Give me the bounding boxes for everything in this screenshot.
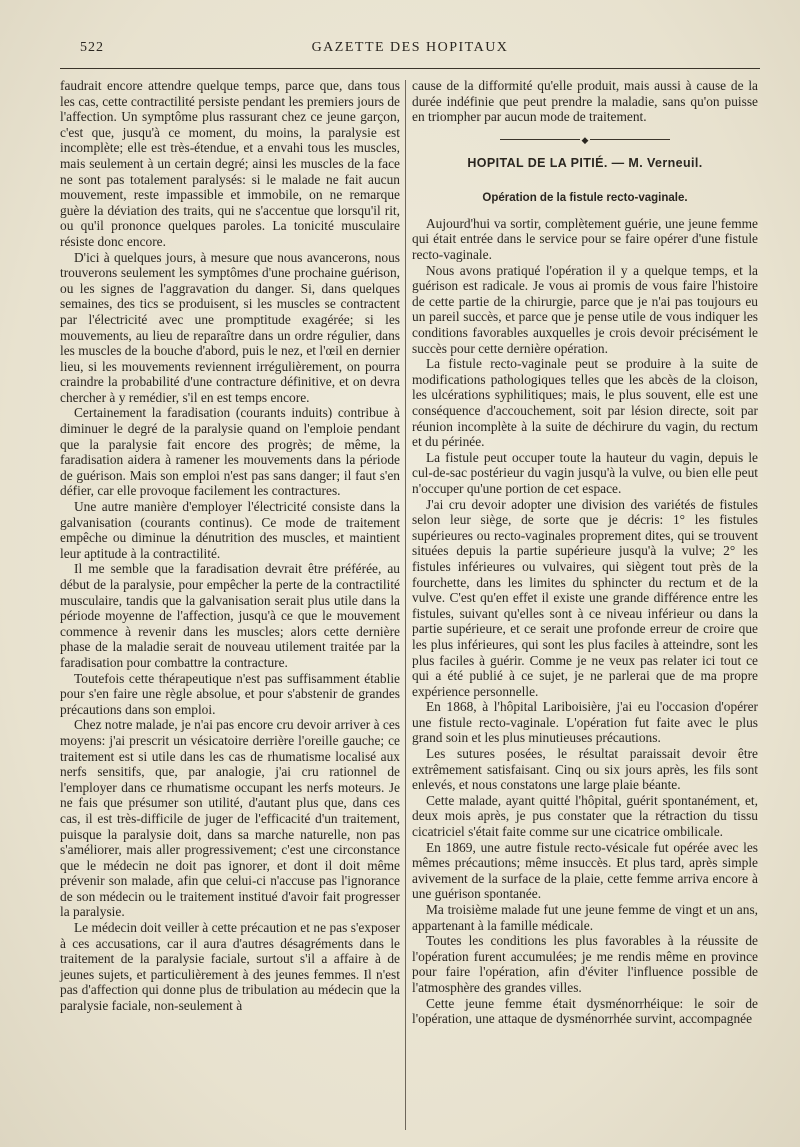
header-rule [60, 68, 760, 69]
paragraph: Cette malade, ayant quitté l'hôpital, guérit spontanément, et, deux mois après, je pus constater que la rétraction du tissu cicatriciel s'était faite comme sur une cicatrice ombilicale. [412, 792, 758, 840]
section-heading: HOPITAL DE LA PITIÉ. — M. Verneuil. [467, 155, 703, 170]
paragraph: Toutes les conditions les plus favorables à la réussite de l'opération furent accumulées; je me rendis même en province pour faire l'opération, afin d'éviter l'influence possible de l'atmosphère des grandes villes. [412, 933, 758, 995]
paragraph: Cette jeune femme était dysménorrhéique: le soir de l'opération, une attaque de dysménorrhée survint, accompagnée [412, 995, 758, 1027]
paragraph: La fistule recto-vaginale peut se produire à la suite de modifications pathologiques telles que les abcès de la cloison, les ulcérations syphilitiques; mais, le plus souvent, elle est une conséquence d'accouchement, soit par lésion directe, soit par réunion incomplète à la suite de déchirure du vagin, du rectum et du périnée. [412, 356, 758, 450]
page-header [60, 40, 760, 60]
paragraph: Aujourd'hui va sortir, complètement guérie, une jeune femme qui était entrée dans le service pour se faire opérer d'une fistule recto-vaginale. [412, 215, 758, 263]
paragraph: Chez notre malade, je n'ai pas encore cru devoir arriver à ces moyens: j'ai prescrit un vésicatoire derrière l'oreille gauche; ce traitement est si utile dans les cas de rhumatisme localisé aux nerfs sensitifs, que, par analogie, j'ai cru rationnel de l'employer dans ce rhumatisme occupant les nerfs moteurs. Je ne fais que présumer son utilité, d'autant plus que, dans ces cas, il est très-difficile de juger de l'efficacité d'un traitement, puisque la paralysie doit, dans sa marche naturelle, non pas s'améliorer, mais aller progressivement; c'est une circonstance que le médecin ne doit pas ignorer, et dont il doit même prévenir son malade, afin que celui-ci n'accuse pas l'ignorance de son médecin ou le traitement institué d'avoir fait progresser la paralysie. [60, 717, 400, 920]
paragraph: Les sutures posées, le résultat paraissait devoir être extrêmement satisfaisant. Cinq ou six jours après, les fils sont enlevés, et nous constatons une large plaie béante. [412, 746, 758, 793]
paragraph: En 1868, à l'hôpital Lariboisière, j'ai eu l'occasion d'opérer une fistule recto-vaginale. L'opération fut faite avec le plus grand soin et les plus minutieuses précautions. [412, 699, 758, 746]
right-column [412, 78, 758, 1027]
paragraph: Certainement la faradisation (courants induits) contribue à diminuer le degré de la paralysie quand on l'emploie pendant que la paralysie fait encore des progrès; de même, la faradisation aidera à ramener les mouvements dans la période de guérison. Mais son emploi n'est pas sans danger; il faut s'en défier, car elle provoque facilement les contractures. [60, 405, 400, 499]
journal-title: GAZETTE DES HOPITAUX [311, 40, 509, 55]
paragraph: En 1869, une autre fistule recto-vésicale fut opérée avec les mêmes précautions; même insuccès. Et plus tard, après simple avivement de la surface de la plaie, cette femme arriva encore à une guérison spontanée. [412, 839, 758, 902]
paragraph: Nous avons pratiqué l'opération il y a quelque temps, et la guérison est radicale. Je vous ai promis de vous faire l'histoire de cette partie de la chirurgie, parce que je n'ai pas toujours eu un pareil succès, et parce que je pense utile de vous indiquer les conditions favorables auxquelles je crois devoir précisément le succès pour cette dernière opération. [412, 262, 758, 356]
page-number: 522 [80, 40, 104, 55]
paragraph: Ma troisième malade fut une jeune femme de vingt et un ans, appartenant à la famille médicale. [412, 902, 758, 933]
paragraph: D'ici à quelques jours, à mesure que nous avancerons, nous trouverons seulement les symptômes d'une prochaine guérison, ou les signes de l'aggravation du danger. Si, dans quelques semaines, des tics se produisent, si les muscles se contractent par l'électricité avec une promptitude exagérée; si les mouvements, au lieu de reparaître dans un ordre régulier, dans les muscles de la bouche d'abord, puis le nez, et l'œil en dernier lieu, si les mouvements reviennent irrégulièrement, on pourra craindre la probabilité d'une contracture définitive, et on devra chercher à y remédier, s'il en est temps encore. [60, 249, 400, 405]
paragraph: faudrait encore attendre quelque temps, parce que, dans tous les cas, cette contractilité persiste pendant les premiers jours de l'affection. Un symptôme plus rassurant chez ce jeune garçon, c'est que, jusqu'à ce moment, du moins, la paralysie est incomplète; elle est très-étendue, et a envahi tous les muscles, mais seulement à un certain degré; ainsi les muscles de la face ne sont pas totalement paralysés: si le malade ne fait aucun mouvement, reste impassible et immobile, on ne remarque guère la déviation des traits, qui ne s'accentue que lorsqu'il rit, ou qu'il prononce quelques paroles. La tonicité musculaire résiste donc encore. [60, 78, 400, 249]
paragraph: cause de la difformité qu'elle produit, mais aussi à cause de la durée indéfinie que peut prendre la maladie, sans qu'on puisse en triompher par aucun mode de traitement. [412, 78, 758, 125]
paragraph: Il me semble que la faradisation devrait être préférée, au début de la paralysie, pour empêcher la perte de la contractilité musculaire, tandis que la galvanisation serait plus utile dans la période moyenne de l'affection, jusqu'à ce que le mouvement commence à revenir dans les muscles; alors cette dernière phase de la maladie serait de nouveau utilement traitée par la faradisation pour combattre la contracture. [60, 561, 400, 670]
section-separator: ◆ [412, 135, 758, 144]
subsection-heading: Opération de la fistule recto-vaginale. [482, 192, 688, 205]
column-divider [405, 80, 406, 1130]
paragraph: Toutefois cette thérapeutique n'est pas suffisamment établie pour s'en faire une règle absolue, et pour s'abstenir de grandes précautions dans son emploi. [60, 670, 400, 717]
paragraph: J'ai cru devoir adopter une division des variétés de fistules selon leur siège, de sorte que je décris: 1° les fistules supérieures ou recto-vaginales proprement dites, qui se trouvent situées depuis la partie supérieure jusqu'à la vulve; 2° les fistules inférieures ou vulvaires, qui siègent tout près de la fourchette, dans les limites du sphincter du rectum et de la vulve. C'est qu'en effet il existe une grande différence entre les fistules, suivant qu'elles sont à ce niveau inférieur ou dans la partie supérieure, et ce serait une profonde erreur de croire que les plus inférieures, qui sont les plus faciles à atteindre, sont les plus faciles à guérir. Comme je ne veux pas relater ici tout ce qui a été publié à ce sujet, je ne parlerai que de ma propre expérience personnelle. [412, 496, 758, 699]
paragraph: Une autre manière d'employer l'électricité consiste dans la galvanisation (courants continus). Ce mode de traitement empêche ou diminue la dénutrition des muscles, et maintient leur aptitude à la contractilité. [60, 499, 400, 561]
paragraph: Le médecin doit veiller à cette précaution et ne pas s'exposer à ces accusations, car il aura d'autres désagréments dans le traitement de la paralysie faciale, surtout s'il a affaire à de jeunes sujets, et particulièrement à des jeunes femmes. Il n'est pas d'affection qui donne plus de tribulation au médecin que la paralysie faciale, non-seulement à [60, 920, 400, 1014]
left-column [60, 78, 400, 1014]
paragraph: La fistule peut occuper toute la hauteur du vagin, depuis le cul-de-sac postérieur du vagin jusqu'à la vulve, ou bien elle peut n'occuper qu'une portion de cet espace. [412, 449, 758, 496]
